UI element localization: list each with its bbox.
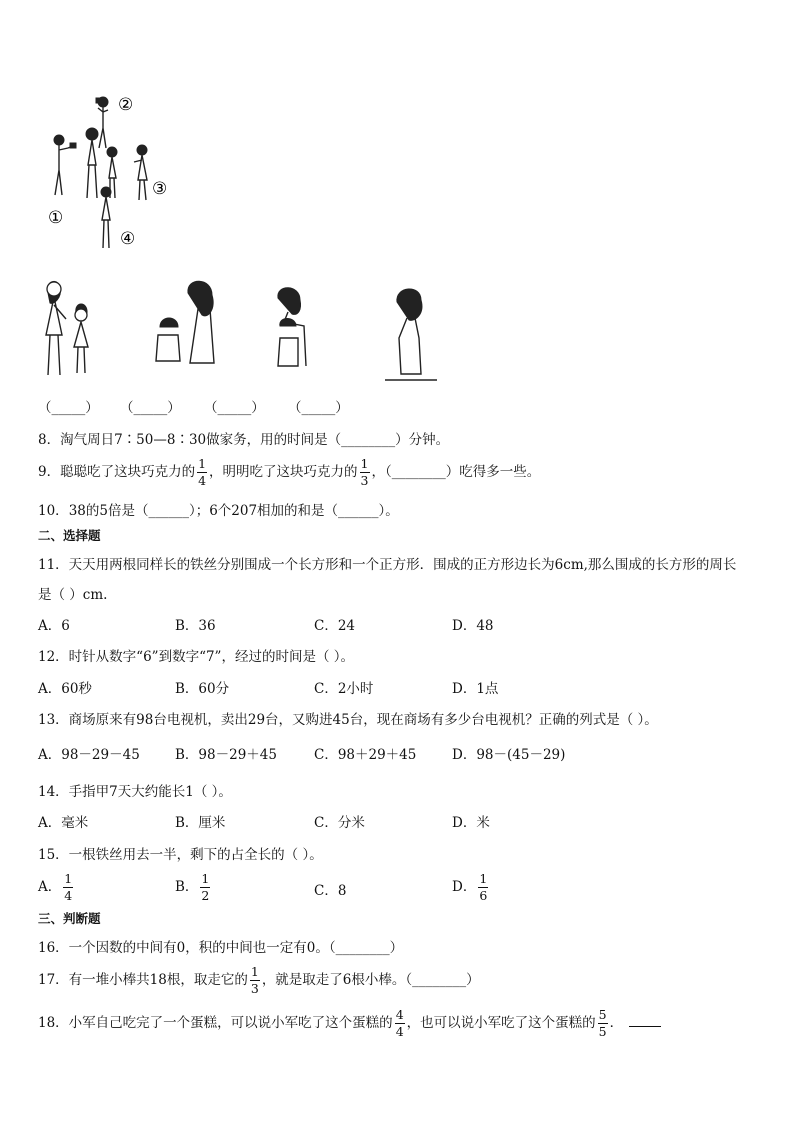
fraction-numerator: 1 xyxy=(198,456,207,471)
fraction-denominator: 3 xyxy=(360,472,369,488)
section-3-heading: 三、判断题 xyxy=(38,911,101,926)
question-13-text: 13．商场原来有98台电视机，卖出29台，又购进45台，现在商场有多少台电视机？正确的列式是（ ）。 xyxy=(38,712,658,728)
fraction-denominator: 5 xyxy=(598,1023,607,1039)
question-14-option-c[interactable]: C．分米 xyxy=(314,815,365,831)
fraction-numerator: 1 xyxy=(250,964,259,979)
fraction-one-third xyxy=(250,966,260,995)
question-13-option-b[interactable]: B．98－29＋45 xyxy=(175,747,277,763)
question-16-blank[interactable]: ________ xyxy=(335,940,390,956)
question-18-text-2: ，也可以说小军吃了这个蛋糕的 xyxy=(406,1015,596,1031)
question-12-text: 12．时针从数字“6”到数字“7”，经过的时间是（ ）。 xyxy=(38,649,355,665)
question-11-line-1: 11．天天用两根同样长的铁丝分别围成一个长方形和一个正方形．围成的正方形边长为6cm,那么围成的长方形的周长 xyxy=(38,557,737,573)
option-d-label: D． xyxy=(452,879,477,895)
question-12-option-c[interactable]: C．2小时 xyxy=(314,681,374,697)
question-13-option-c[interactable]: C．98＋29＋45 xyxy=(314,747,417,763)
question-10-number: 10． xyxy=(38,503,69,519)
section-2-heading: 二、选择题 xyxy=(38,528,101,543)
question-11-line-2: 是（ ）cm. xyxy=(38,587,108,603)
question-9-blank[interactable]: ________ xyxy=(391,464,446,480)
question-12-option-a[interactable]: A．60秒 xyxy=(38,681,92,697)
person-4-figure xyxy=(101,187,111,248)
question-13-option-d[interactable]: D．98－(45－29) xyxy=(452,747,566,763)
question-12-option-b[interactable]: B．60分 xyxy=(175,681,230,697)
fraction-denominator: 4 xyxy=(64,887,73,903)
photo-4-illustration xyxy=(385,282,440,382)
question-13-option-a[interactable]: A．98－29－45 xyxy=(38,747,140,763)
question-9-text-2: ，明明吃了这块巧克力的 xyxy=(209,464,358,480)
question-11-option-a[interactable]: A．6 xyxy=(38,618,70,634)
fraction-denominator: 2 xyxy=(201,887,210,903)
question-9 xyxy=(38,453,540,491)
scene-label-1: ① xyxy=(48,208,64,228)
fraction-numerator: 1 xyxy=(479,871,488,886)
scene-label-4: ④ xyxy=(120,229,136,249)
question-15-option-a[interactable] xyxy=(38,868,75,906)
viewpoint-scene-illustration xyxy=(40,90,180,255)
question-16-end: ） xyxy=(389,940,404,956)
fraction-one-quarter xyxy=(197,458,207,487)
fraction-one-third xyxy=(360,458,370,487)
question-15-option-c[interactable]: C．8 xyxy=(314,883,347,899)
question-18-text-1: 18．小军自己吃完了一个蛋糕，可以说小军吃了这个蛋糕的 xyxy=(38,1015,393,1031)
question-16 xyxy=(38,936,403,956)
question-9-text-4: ）吃得多一些。 xyxy=(445,464,541,480)
question-8-end: ）分钟。 xyxy=(395,432,450,448)
question-9-text-1: 聪聪吃了这块巧克力的 xyxy=(60,464,196,480)
question-9-text-3: ，（ xyxy=(371,464,392,480)
question-8-blank[interactable]: ________ xyxy=(341,432,396,448)
question-15-option-d[interactable] xyxy=(452,868,490,906)
question-9-number: 9． xyxy=(38,464,61,480)
option-a-label: A． xyxy=(38,879,62,895)
question-11-option-d[interactable]: D．48 xyxy=(452,618,494,634)
fraction-one-quarter xyxy=(63,873,73,902)
question-17 xyxy=(38,961,480,999)
question-17-text-2: ，就是取走了6根小棒。（ xyxy=(261,972,413,988)
question-15-text: 15．一根铁丝用去一半，剩下的占全长的（ ）。 xyxy=(38,847,323,863)
question-15-option-b[interactable] xyxy=(175,868,212,906)
fraction-five-fifths xyxy=(598,1009,608,1038)
question-14-option-d[interactable]: D．米 xyxy=(452,815,490,831)
question-8-text: 淘气周日7∶50—8∶30做家务，用的时间是（ xyxy=(60,432,342,448)
question-16-text: 16．一个因数的中间有0，积的中间也一定有0。（ xyxy=(38,940,336,956)
scene-label-3: ③ xyxy=(152,179,168,199)
fraction-numerator: 5 xyxy=(598,1007,607,1022)
question-18-text-3: ． xyxy=(609,1015,624,1031)
question-17-text-1: 17．有一堆小棒共18根，取走它的 xyxy=(38,972,248,988)
photo-3-illustration xyxy=(270,282,315,372)
photo-1-illustration xyxy=(38,275,108,380)
fraction-four-fourths xyxy=(395,1009,405,1038)
question-12-option-d[interactable]: D．1点 xyxy=(452,681,499,697)
photo-3-answer-blank[interactable]: （_____） xyxy=(204,400,265,416)
question-17-blank[interactable]: ________ xyxy=(412,972,467,988)
fraction-numerator: 1 xyxy=(64,871,73,886)
question-17-text-3: ） xyxy=(466,972,480,988)
scene-label-2: ② xyxy=(118,95,134,115)
person-1-figure xyxy=(54,135,76,195)
fraction-denominator: 3 xyxy=(250,980,259,996)
fraction-one-half xyxy=(200,873,210,902)
fraction-denominator: 4 xyxy=(395,1023,404,1039)
fraction-denominator: 4 xyxy=(198,472,207,488)
question-10-text: 38的5倍是（______）；6个207相加的和是（______）。 xyxy=(68,503,399,519)
question-11-option-c[interactable]: C．24 xyxy=(314,618,356,634)
person-2-figure xyxy=(96,97,108,148)
question-14-text: 14．手指甲7天大约能长1（ ）。 xyxy=(38,784,232,800)
question-11-option-b[interactable]: B．36 xyxy=(175,618,216,634)
question-18 xyxy=(38,1004,661,1042)
photo-1-answer-blank[interactable]: （_____） xyxy=(38,400,99,416)
photo-2-illustration xyxy=(150,275,225,370)
question-10 xyxy=(38,499,399,519)
fraction-denominator: 6 xyxy=(479,887,488,903)
fraction-numerator: 1 xyxy=(360,456,369,471)
person-3-figure xyxy=(134,145,147,200)
fraction-one-sixth xyxy=(478,873,488,902)
option-b-label: B． xyxy=(175,879,199,895)
photo-2-answer-blank[interactable]: （_____） xyxy=(120,400,181,416)
photo-4-answer-blank[interactable]: （_____） xyxy=(288,400,349,416)
fraction-numerator: 4 xyxy=(395,1007,404,1022)
question-8 xyxy=(38,428,449,448)
question-14-option-b[interactable]: B．厘米 xyxy=(175,815,226,831)
fraction-numerator: 1 xyxy=(201,871,210,886)
question-8-number: 8． xyxy=(38,432,61,448)
question-18-answer-line[interactable] xyxy=(629,1016,661,1027)
question-14-option-a[interactable]: A．毫米 xyxy=(38,815,89,831)
